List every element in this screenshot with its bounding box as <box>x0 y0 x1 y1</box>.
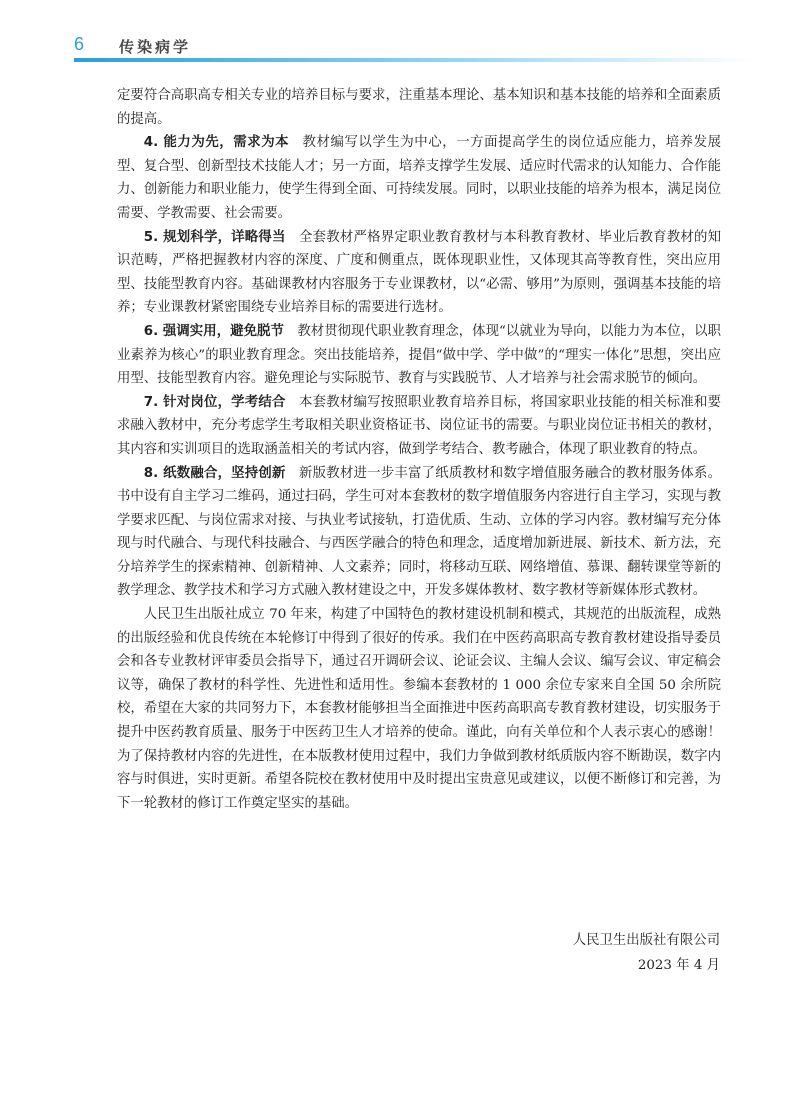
page-number: 6 <box>74 34 85 54</box>
paragraph-continuation: 定要符合高职高专相关专业的培养目标与要求，注重基本理论、基本知识和基本技能的培养和全面素质的提高。 <box>117 88 721 127</box>
item-heading-7: 7. 针对岗位，学考结合 <box>143 394 286 410</box>
paragraph-closing: 人民卫生出版社成立 70 年来，构建了中国特色的教材建设机制和模式，其规范的出版流程，成熟的出版经验和优良传统在本轮修订中得到了很好的传承。我们在中医药高职高专教育教材建设指导委员会和各专业教材评审委员会指导下，通过召开调研会议、论证会议、主编人会议、编写会议、审定稿会议等，确保了教材的科学性、先进性和适用性。参编本套教材的 1 000 余位专家来自全国 50 余所院校，希望在大家的共同努力下，本套教材能够担当全面推进中医药高职高专教育教材建设，切实服务于提升中医药教育质量、服务于中医药卫生人才培养的使命。谨此，向有关单位和个人表示衷心的感谢！为了保持教材内容的先进性，在本版教材使用过程中，我们力争做到教材纸质版内容不断勘误，数字内容与时俱进，实时更新。希望各院校在教材使用中及时提出宝贵意见或建议，以便不断修订和完善，为下一轮教材的修订工作奠定坚实的基础。 <box>117 607 721 811</box>
paragraph-item-6 <box>117 320 721 391</box>
page-header <box>0 30 800 64</box>
signature-date: 2023 年 4 月 <box>637 958 720 973</box>
paragraph-item-4 <box>117 131 721 225</box>
running-title: 传染病学 <box>119 38 192 56</box>
item-heading-4: 4. 能力为先，需求为本 <box>143 135 290 151</box>
item-text-6: 教材贯彻现代职业教育理念，体现“以就业为导向，以能力为本位，以职业素养为核心”的职业教育理念。突出技能培养，提倡“做中学、学中做”的“理实一体化”思想，突出应用型、技能型教育内容。避免理论与实际脱节、教育与实践脱节、人才培养与社会需求脱节的倾向。 <box>117 323 721 387</box>
item-text-5: 全套教材严格界定职业教育教材与本科教育教材、毕业后教育教材的知识范畴，严格把握教材内容的深度、广度和侧重点，既体现职业性，又体现其高等教育性，突出应用型、技能型教育内容。基础课教材内容服务于专业课教材，以“必需、够用”为原则，强调基本技能的培养；专业课教材紧密围绕专业培养目标的需要进行选材。 <box>117 229 721 316</box>
paragraph-item-8 <box>117 462 721 604</box>
publisher-name: 人民卫生出版社有限公司 <box>572 933 720 948</box>
item-heading-8: 8. 纸数融合，坚持创新 <box>143 465 286 481</box>
item-text-8: 新版教材进一步丰富了纸质教材和数字增值服务融合的教材服务体系。书中设有自主学习二维码，通过扫码，学生可对本套教材的数字增值服务内容进行自主学习，实现与教学要求匹配、与岗位需求对接、与执业考试接轨，打造优质、生动、立体的学习内容。教材编写充分体现与时代融合、与现代科技融合、与西医学融合的特色和理念，适度增加新进展、新技术、新方法，充分培养学生的探索精神、创新精神、人文素养；同时，将移动互联、网络增值、慕课、翻转课堂等新的教学理念、教学技术和学习方式融入教材建设之中，开发多媒体教材、数字教材等新媒体形式教材。 <box>117 465 721 599</box>
item-heading-6: 6. 强调实用，避免脱节 <box>143 323 284 339</box>
paragraph-item-5 <box>117 226 721 320</box>
signature-block <box>573 928 720 978</box>
paragraph-item-7 <box>117 391 721 462</box>
header-rule <box>74 58 754 62</box>
item-heading-5: 5. 规划科学，详略得当 <box>143 229 286 245</box>
body-text <box>117 84 721 815</box>
item-text-7: 本套教材编写按照职业教育培养目标，将国家职业技能的相关标准和要求融入教材中，充分考虑学生考取相关职业资格证书、岗位证书的需要。与职业岗位证书相关的教材，其内容和实训项目的选取涵盖相关的考试内容，做到学考结合、教考融合，体现了职业教育的特点。 <box>117 394 721 457</box>
item-text-4: 教材编写以学生为中心，一方面提高学生的岗位适应能力，培养发展型、复合型、创新型技术技能人才；另一方面，培养支撑学生发展、适应时代需求的认知能力、合作能力、创新能力和职业能力，使学生得到全面、可持续发展。同时，以职业技能的培养为根本，满足岗位需要、学教需要、社会需要。 <box>117 135 721 221</box>
